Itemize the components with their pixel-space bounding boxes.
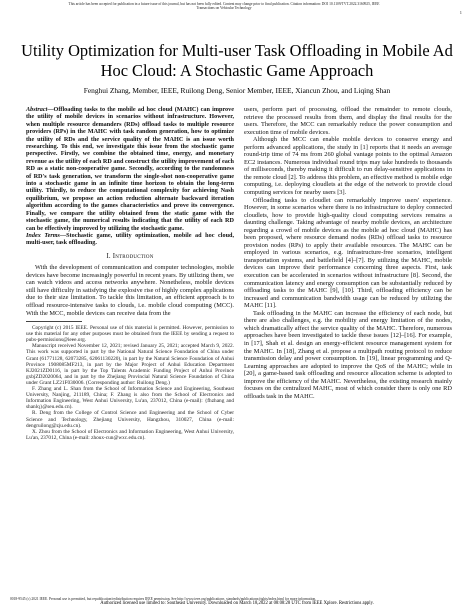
abstract: [26, 106, 234, 232]
footnote-affiliation-zhou: X. Zhou from the School of Electronics and Information Engineering, West Anhui University, Lu'an, 237012, China (e-mail: zhoux-cun@wxc.edu.cn).: [26, 428, 234, 441]
license-notice: 0018-9545 (c) 2021 IEEE. Personal use is permitted, but republication/redistribution requires IEEE permission. See http://www.ieee.org/publications_standards/publications/rights/index.html for more information.: [10, 597, 317, 601]
right-column: [244, 106, 452, 400]
abstract-label: Abstract: [26, 106, 48, 113]
footnote-divider: [26, 321, 82, 322]
abstract-text: —Offloading tasks to the mobile ad hoc cloud (MAHC) can improve the utility of mobile devices in scenarios without infrastructure. However, when multiple resource demanders (RDs) offload tasks to multiple resource providers (RPs) in the MAHC with task random generation, how to optimize the utility of RDs and the service quality of the MAHC is an issue worth researching. To this end, we investigate this issue from the stochastic game perspective. Firstly, we combine the obtained time, energy, and monetary revenue as the utility of each RD and construct the utility improvement of each RD as a static non-cooperative game. Secondly, according to the randomness of RD's task generation, we transform the single-shot non-cooperative game into a stochastic game in an infinite time horizon to obtain the long-term utility. Thirdly, to reduce the computational complexity for achieving Nash equilibrium, we propose an action reduction alternate backward iteration algorithm according to the games characteristics and prove its convergence. Finally, we compare the utility obtained from the static game with the stochastic game, the numerical results indicating that the utility of each RD can be effectively improved by utilizing the stochastic game.: [26, 106, 234, 232]
footnote-affiliation-zhang-shan: F. Zhang and L. Shan from the School of Information Science and Engineering, Southeast University, Nanjing, 211189, China; F. Zhang is also from the School of Electronics and Information Engineering, West Anhui University, Lu'an, 237012, China (e-mail): {fhzhang and shanlq}@seu.edu.cn).: [26, 386, 234, 411]
body-paragraph: With the development of communication and computer technologies, mobile devices have become increasingly powerful in recent years. By utilizing them, we can watch videos and access networks anywhere. Nonetheless, mobile devices still have difficulty in satisfying the explosive rise of highly complex applications due to their size limitation. To tackle this limitation, an efficient approach is to offload resource-intensive tasks to clouds, i.e. mobile cloud computing (MCC). With the MCC, mobile devices can receive data from the: [26, 264, 234, 317]
footnotes: [26, 325, 234, 441]
index-terms: [26, 232, 234, 247]
journal-header-note-line1: This article has been accepted for publication in a future issue of this journal, but has not been fully edited. Content may change prior to final publication. Citation information: DOI 10.1109/TVT.2022.3160925, IEEE: [68, 2, 380, 6]
body-paragraph: Task offloading in the MAHC can increase the efficiency of each node, but there are also challenges, e.g. the mobility and energy limitation of the nodes, which dramatically affect the service quality of the MAHC. Therefore, numerous approaches have been investigated to tackle these issues [12]–[16]. For example, in [17], Shah et al. design an energy-efficient resource management system for the MAHC. In [18], Zhang et al. propose a multipath routing protocol to reduce transmission delay and power consumption. In [19], linear programming and Q-Learning approaches are adopted to improve the QoS of the MAHC; while in [20], a game-based task offloading and resource allocation scheme is adopted to improve the efficiency of the MAHC. Nevertheless, the existing research mainly focuses on the centralized MAHC, most of which consider there is only one RD offloads task in the MAHC.: [244, 309, 452, 400]
left-column: [26, 106, 234, 441]
page-number: 1: [459, 10, 462, 15]
index-terms-label: Index Terms: [26, 231, 60, 239]
journal-header-note-line2: Transactions on Vehicular Technology: [196, 6, 252, 11]
footnote-affiliation-deng: R. Deng from the College of Control Science and Engineering and the School of Cyber Science and Technology, Zhejiang University, Hangzhou, 310027, China (e-mail: dengruilong@zju.edu.cn).: [26, 410, 234, 429]
author-list: Fenghui Zhang, Member, IEEE, Ruilong Deng, Senior Member, IEEE, Xiancun Zhou, and Liqing Shan: [83, 86, 391, 95]
journal-header-note: [14, 2, 434, 11]
footnote-copyright: Copyright (c) 2015 IEEE. Personal use of this material is permitted. However, permission to use this material for any other purposes must be obtained from the IEEE by sending a request to pubs-permissions@ieee.org.: [26, 325, 234, 344]
section-heading-introduction: I. Introduction: [106, 252, 154, 260]
authorized-use-notice: Authorized licensed use limited to: Southeast University. Downloaded on March 18,2022 at 08:08:28 UTC from IEEE Xplore. Restrictions apply.: [100, 601, 374, 606]
page-footer: [10, 597, 464, 606]
body-paragraph: users, perform part of processing, offload the remainder to remote clouds, retrieve the processed results from them, and display the final results for the users. Therefore, the MCC can remarkably reduce the power consumption and execution time of mobile devices.: [244, 106, 452, 136]
body-paragraph: Although the MCC can enable mobile devices to conserve energy and perform advanced applications, the study in [1] reports that it needs an average round-trip time of 74 ms from 260 global vantage points to the optimal Amazon EC2 instances. Numerous individual round trips may take hundreds to thousands of milliseconds, thereby making it difficult to run delay-sensitive applications in the remote cloud [2]. To address this problem, an effective method is mobile edge computing, i.e. deploying cloudlets at the edge of the network to provide cloud computing services for nearby users [3].: [244, 136, 452, 197]
index-terms-text: —Stochastic game, utility optimization, mobile ad hoc cloud, multi-user, task offloading.: [26, 231, 234, 247]
footnote-manuscript: Manuscript received November 12, 2021; revised January 25, 2021; accepted March 9, 2022. This work was supported in part by the National Natural Science Foundation of China under Grant (61771128, 62073285, 62061130220), in part by the Natural Science Foundation of Anhui Province 1908085MF213, in part by the Major Project of Anhui Education Department KJ2021ZD0116, in part by the Top Talents Academic Funding Project of Anhui Province gxbjZD2020064, and in part by the Zhejiang Provincial Natural Science Foundation of China under Grant LZ21F030006. (Corresponding author: Ruilong Deng.): [26, 343, 234, 386]
paper-title: Utility Optimization for Multi-user Task Offloading in Mobile Ad Hoc Cloud: A Stochastic Game Approach: [21, 41, 453, 80]
body-paragraph: Offloading tasks to cloudlet can remarkably improve users' experience. However, in some scenarios where there is no infrastructure to deploy connected cloudlets, how to provide high-quality cloud computing services remains a daunting challenge. Taking advantage of nearby mobile devices, an architecture regarding a crowd of mobile devices as the mobile ad hoc cloud (MAHC) has been proposed, where resource demand nodes (RDs) offload tasks to resource provision nodes (RPs) to apply their available resources. The MAHC can be employed in various scenarios, e.g. infrastructure-free scenarios, intelligent transportation systems, and battlefield [4]–[7]. By utilizing the MAHC, mobile devices can improve their performance concerning three aspects. First, task execution can be accelerated in scenarios without infrastructure [8]. Second, the communication latency and energy consumption can be substantially reduced by offloading tasks to the MAHC [9], [10]. Third, offloading efficiency can be increased and communication bandwidth usage can be reduced by utilizing the MAHC [11].: [244, 196, 452, 310]
